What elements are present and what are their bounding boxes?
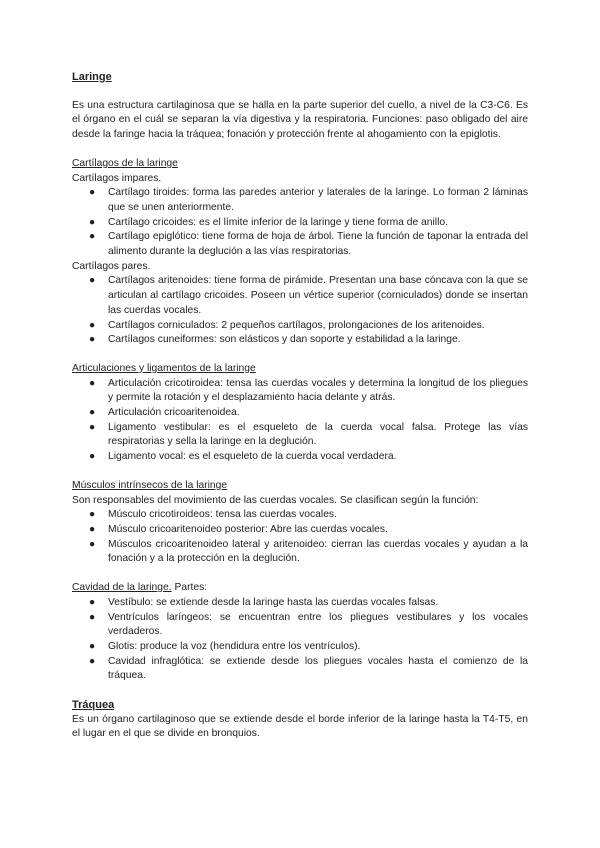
musculos-title: Músculos intrínsecos de la laringe bbox=[72, 479, 228, 491]
musculos-list bbox=[72, 508, 528, 567]
traquea-intro: Es un órgano cartilaginoso que se extiende desde el borde inferior de la laringe hasta la T4-T5, en el lugar en el que se divide en bronquios. bbox=[72, 713, 528, 740]
list-item-text: Articulación cricoaritenoidea. bbox=[108, 407, 240, 419]
list-item-text: Glotis: produce la voz (hendidura entre los ventrículos). bbox=[108, 640, 361, 652]
musculos-section bbox=[72, 479, 528, 567]
list-item bbox=[72, 538, 528, 567]
cartilagos-section bbox=[72, 157, 528, 348]
articulaciones-list bbox=[72, 377, 528, 465]
bullet-icon: ● bbox=[89, 655, 96, 667]
cavidad-section bbox=[72, 581, 528, 684]
cartilagos-impares-list bbox=[72, 186, 528, 260]
list-item bbox=[72, 319, 528, 334]
musculos-intro: Son responsables del movimiento de las cuerdas vocales. Se clasifican según la función: bbox=[72, 494, 479, 506]
list-item bbox=[72, 640, 528, 655]
list-item bbox=[72, 186, 528, 215]
list-item-text: Cartílagos corniculados: 2 pequeños cartílagos, prolongaciones de los aritenoides. bbox=[108, 319, 485, 331]
list-item-text: Músculo cricoaritenoideo posterior: Abre las cuerdas vocales. bbox=[108, 523, 388, 535]
list-item-text: Cartílagos cuneiformes: son elásticos y dan soporte y estabilidad a la laringe. bbox=[108, 334, 461, 346]
bullet-icon: ● bbox=[89, 407, 96, 419]
list-item bbox=[72, 406, 528, 421]
list-item bbox=[72, 450, 528, 465]
list-item-text: Cartílago epiglótico: tiene forma de hoja de árbol. Tiene la función de taponar la entrada del alimento durante la deglución a las vías respiratorias. bbox=[108, 231, 528, 258]
bullet-icon: ● bbox=[89, 216, 96, 228]
cavidad-list bbox=[72, 596, 528, 684]
list-item-text: Ligamento vocal: es el esqueleto de la cuerda vocal verdadera. bbox=[108, 451, 397, 463]
document-page bbox=[72, 70, 528, 742]
bullet-icon: ● bbox=[89, 275, 96, 287]
cartilagos-title: Cartílagos de la laringe bbox=[72, 157, 178, 169]
list-item-text: Cartílagos aritenoides: tiene forma de pirámide. Presentan una base cóncava con la que se articulan al cartílago cricoides. Poseen un vértice superior (corniculados) donde se insertan las cuerdas vocales. bbox=[108, 275, 528, 316]
list-item bbox=[72, 274, 528, 318]
articulaciones-title: Articulaciones y ligamentos de la laringe bbox=[72, 362, 256, 374]
list-item bbox=[72, 611, 528, 640]
list-item-text: Cartílago cricoides: es el límite inferior de la laringe y tiene forma de anillo. bbox=[108, 216, 448, 228]
laringe-title: Laringe bbox=[72, 71, 112, 83]
traquea-title: Tráquea bbox=[72, 699, 115, 712]
list-item-text: Ligamento vestibular: es el esqueleto de la cuerda vocal falsa. Protege las vías respiratorias y sella la laringe en la deglución. bbox=[108, 421, 528, 448]
cartilagos-pares-label: Cartílagos pares. bbox=[72, 260, 151, 272]
cartilagos-impares-label: Cartílagos impares. bbox=[72, 172, 162, 184]
list-item-text: Cavidad infraglótica: se extiende desde los pliegues vocales hasta el comienzo de la tráquea. bbox=[108, 655, 528, 682]
list-item bbox=[72, 230, 528, 259]
bullet-icon: ● bbox=[89, 523, 96, 535]
list-item-text: Cartílago tiroides: forma las paredes anterior y laterales de la laringe. Lo forman 2 láminas que se unen anteriormente. bbox=[108, 187, 528, 213]
list-item bbox=[72, 333, 528, 348]
list-item bbox=[72, 596, 528, 611]
list-item-text: Articulación cricotiroidea: tensa las cuerdas vocales y determina la longitud de los pliegues y permite la rotación y el desplazamiento hacia delante y atrás. bbox=[108, 377, 528, 404]
bullet-icon: ● bbox=[89, 538, 96, 550]
cavidad-title: Cavidad de la laringe. bbox=[72, 582, 172, 594]
bullet-icon: ● bbox=[89, 509, 96, 521]
list-item bbox=[72, 655, 528, 684]
bullet-icon: ● bbox=[89, 640, 96, 652]
list-item-text: Músculo cricotiroideos: tensa las cuerdas vocales. bbox=[108, 509, 337, 521]
cartilagos-pares-list bbox=[72, 274, 528, 348]
bullet-icon: ● bbox=[89, 334, 96, 346]
bullet-icon: ● bbox=[89, 596, 96, 608]
bullet-icon: ● bbox=[89, 611, 96, 623]
bullet-icon: ● bbox=[89, 187, 96, 199]
bullet-icon: ● bbox=[89, 231, 96, 243]
list-item bbox=[72, 523, 528, 538]
cavidad-heading bbox=[72, 581, 528, 596]
list-item bbox=[72, 421, 528, 450]
bullet-icon: ● bbox=[89, 377, 96, 389]
bullet-icon: ● bbox=[89, 319, 96, 331]
list-item bbox=[72, 377, 528, 406]
list-item-text: Músculos cricoaritenoideo lateral y aritenoideo: cierran las cuerdas vocales y ayudan a la fonación y a la protección en la deglución. bbox=[108, 538, 528, 565]
list-item bbox=[72, 216, 528, 231]
list-item-text: Vestíbulo: se extiende desde la laringe hasta las cuerdas vocales falsas. bbox=[108, 596, 439, 608]
bullet-icon: ● bbox=[89, 421, 96, 433]
bullet-icon: ● bbox=[89, 451, 96, 463]
laringe-intro: Es una estructura cartilaginosa que se halla en la parte superior del cuello, a nivel de la C3-C6. Es el órgano en el cuál se separan la vía digestiva y la respiratoria. Funciones: paso obligado del aire desde la faringe hacia la tráquea; fonación y protección frente al ahogamiento con la epiglotis. bbox=[72, 99, 528, 141]
cavidad-title-suffix: Partes: bbox=[171, 582, 208, 594]
list-item bbox=[72, 508, 528, 523]
list-item-text: Ventrículos laríngeos: se encuentran entre los pliegues vestibulares y los vocales verdaderos. bbox=[108, 611, 528, 638]
articulaciones-section bbox=[72, 362, 528, 465]
